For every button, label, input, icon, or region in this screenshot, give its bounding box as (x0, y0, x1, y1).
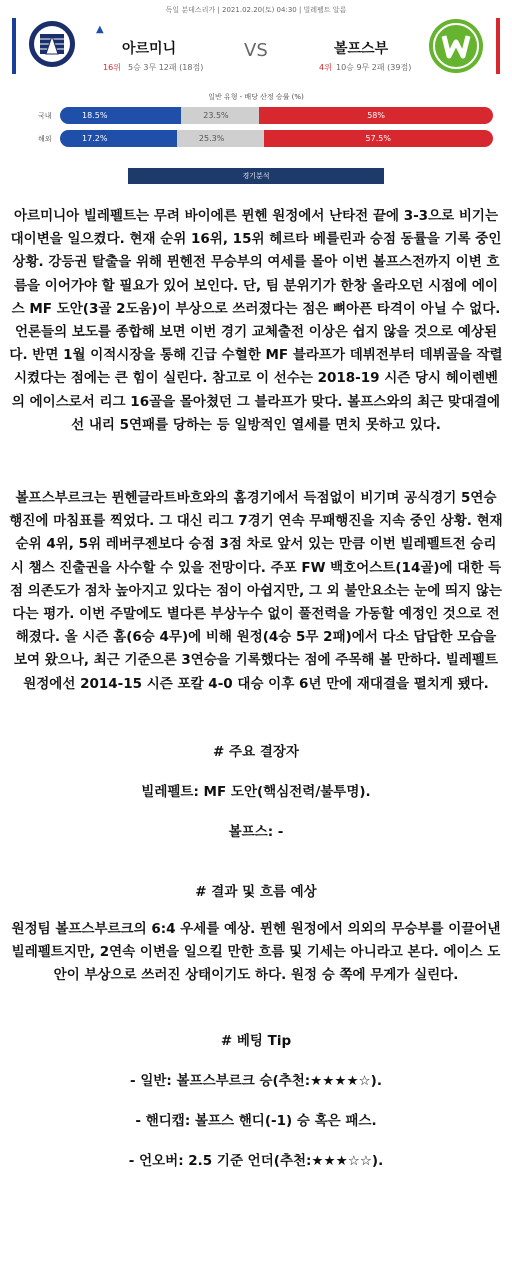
prediction-text: 원정팀 볼프스부르크의 6:4 우세를 예상. 뮌헨 원정에서 의외의 무승부를 이끌어낸 빌레펠트지만, 2연속 이변을 일으킬 만한 흐름 및 기세는 아니라고 본다. 에이스 도안이 부상으로 쓰러진 상태이기도 하다. 원정 승 쪽에 무게가 실린다. (11, 920, 501, 984)
away-analysis-paragraph: 볼프스부르크는 뮌헨글라트바흐와의 홈경기에서 득점없이 비기며 공식경기 5연승 행진에 마침표를 찍었다. 그 대신 리그 7경기 연속 무패행진을 지속 중인 상황. 현재 순위 4위, 5위 레버쿠젠보다 승점 3점 차로 앞서 있는 만큼 이번 빌레펠트전 승리 시 챔스 진출권을 사수할 수 있을 전망이다. 주포 FW 백호어스트(14골)에 대한 득점 의존도가 점차 높아지고 있다는 점이 아쉽지만, 그 외 불안요소는 눈에 띄지 않는다는 평가. 이번 주말에도 별다른 부상누수 없이 풀전력을 가동할 예정인 것으로 전해졌다. 올 시즌 홈(6승 4무)에 비해 원정(4승 5무 2패)에서 다소 답답한 모습을 보여 왔으나, 최근 기준으론 3연승을 기록했다는 점에 주목해 볼 만하다. 빌레펠트 원정에선 2014-15 시즌 포칼 4-0 대승 이후 6년 만에 재대결을 펼치게 됐다. (9, 490, 503, 692)
betting-tip-heading: # 베팅 Tip (220, 1033, 292, 1050)
home-absence: 빌레펠트: MF 도안(핵심전력/불투명). (141, 783, 371, 800)
odds-away-segment: 57.5% (264, 130, 493, 147)
odds-title: 일반 유형 - 배당 산정 승률 (%) (208, 93, 304, 101)
prediction-heading: # 결과 및 흐름 예상 (195, 883, 317, 900)
home-icon: ▲ (96, 24, 104, 35)
odds-draw-segment: 23.5% (181, 107, 259, 124)
tip-over-under: - 언오버: 2.5 기준 언더(추천:★★★☆☆). (128, 1153, 384, 1170)
odds-home-segment: 17.2% (60, 130, 177, 147)
away-record: 10승 9무 2패 (39점) (336, 63, 412, 72)
wolfsburg-crest-icon (428, 18, 484, 74)
match-header (0, 0, 512, 92)
arminia-crest-icon (26, 18, 78, 70)
home-rank: 16위 (103, 63, 121, 72)
home-record: 5승 3무 12패 (18점) (128, 63, 204, 72)
odds-draw-segment: 25.3% (177, 130, 264, 147)
odds-away-segment: 58% (259, 107, 493, 124)
away-rank: 4위 (319, 63, 332, 72)
vs-label: VS (244, 40, 268, 61)
away-color-bar (496, 18, 500, 74)
away-absence: 볼프스: - (228, 823, 284, 840)
article-body (0, 205, 512, 1169)
tip-general: - 일반: 볼프스부르크 승(추천:★★★★☆). (130, 1073, 382, 1090)
odds-label-domestic: 국내 (38, 112, 52, 120)
away-team-name: 볼프스부 (334, 41, 389, 57)
odds-row-domestic (60, 107, 493, 124)
home-team-name: 아르미니 (122, 41, 177, 57)
home-color-bar (12, 18, 16, 74)
key-absences-heading: # 주요 결장자 (213, 743, 299, 760)
tip-handicap: - 핸디캡: 볼프스 핸디(-1) 승 혹은 패스. (135, 1113, 377, 1130)
odds-home-segment: 18.5% (60, 107, 181, 124)
home-analysis-paragraph: 아르미니아 빌레펠트는 무려 바이에른 뮌헨 원정에서 난타전 끝에 3-3으로 비기는 대이변을 일으켰다. 현재 순위 16위, 15위 헤르타 베를린과 승점 동률을 기록 중인 상황. 강등권 탈출을 위해 뮌헨전 무승부의 여세를 몰아 이번 볼프스전까지 이변 흐름을 이어가야 할 필요가 있어 보인다. 단, 팀 분위기가 한창 올라오던 시점에 에이스 MF 도안(3골 2도움)이 부상으로 쓰러졌다는 점은 뼈아픈 타격이 아닐 수 없다. 언론들의 보도를 종합해 보면 이번 경기 교체출전 이상은 쉽지 않을 것으로 예상된다. 반면 1월 이적시장을 통해 긴급 수혈한 MF 블라프가 데뷔전부터 데뷔골을 작렬시켰다는 점에는 큰 힘이 실린다. 참고로 이 선수는 2018-19 시즌 당시 헤이렌벤의 에이스로서 리그 16골을 몰아쳤던 그 블라프가 맞다. 볼프스와의 최근 맞대결에선 내리 5연패를 당하는 등 일방적인 열세를 면치 못하고 있다. (9, 208, 503, 433)
analysis-banner: 경기분석 (128, 168, 384, 184)
odds-label-overseas: 해외 (38, 135, 52, 143)
match-meta: 독일 분데스리가 | 2021.02.20(토) 04:30 | 빌레펠트 알름 (165, 6, 347, 14)
odds-row-overseas (60, 130, 493, 147)
